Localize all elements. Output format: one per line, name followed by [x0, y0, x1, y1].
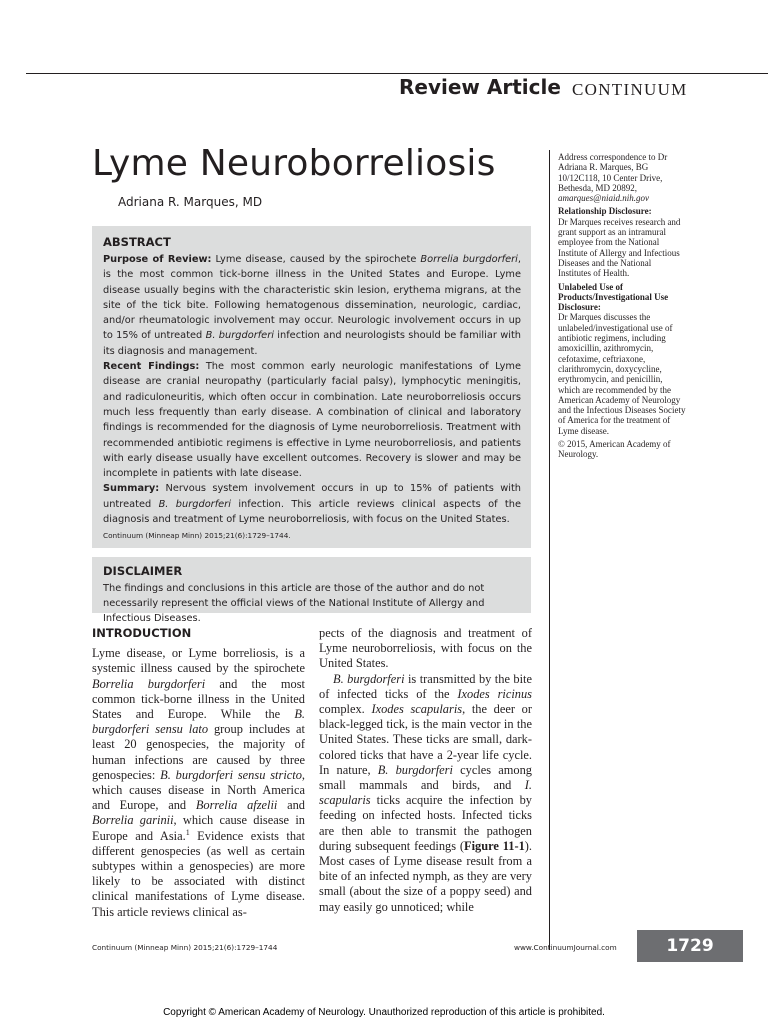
abstract-summary — [103, 481, 521, 527]
findings-text: The most common early neurologic manifestations of Lyme disease are cranial neuropathy (particularly facial palsy), lymphocytic meningitis, and radiculoneuritis, which often occur in combination. Late neuroborreliosis occurs much less frequently than early disease. A combination of clinical and laboratory findings is recommended for the diagnosis of Lyme neuroborreliosis. Treatment with recommended antibiotic regimens is effective in Lyme neuroborreliosis, and patients with early disease usually have excellent outcomes. Recovery is slower and may be incomplete in patients with late disease. — [103, 361, 522, 480]
page-number: 1729 — [637, 930, 743, 962]
article-type-label: Review Article — [399, 75, 561, 99]
article-title: Lyme Neuroborreliosis — [92, 143, 496, 184]
relationship-text: Dr Marques receives research and grant support as an intramural employee from the National Institute of Allergy and Infectious Diseases and the National Institutes of Health. — [558, 216, 681, 279]
abstract-citation: Continuum (Minneap Minn) 2015;21(6):1729–1744. — [103, 531, 291, 540]
copyright-notice: Copyright © American Academy of Neurology. Unauthorized reproduction of this article is prohibited. — [163, 1007, 605, 1018]
species-name: Ixodes ricinus — [457, 686, 532, 701]
figure-reference[interactable]: Figure 11-1 — [464, 838, 525, 853]
introduction-heading: INTRODUCTION — [92, 626, 192, 640]
species-name: Ixodes scapularis — [371, 702, 463, 717]
species-name: Borrelia burgdorferi — [92, 676, 206, 691]
summary-label: Summary: — [103, 483, 160, 495]
abstract-heading: ABSTRACT — [103, 235, 171, 249]
relationship-disclosure — [558, 206, 686, 278]
footer-website[interactable]: www.ContinuumJournal.com — [514, 943, 617, 952]
sidebar-copyright: © 2015, American Academy of Neurology. — [558, 439, 671, 460]
disclaimer-heading: DISCLAIMER — [103, 564, 183, 578]
footer-citation: Continuum (Minneap Minn) 2015;21(6):1729–1744 — [92, 943, 278, 952]
body-text: cycles among small mammals and birds, and — [319, 762, 532, 793]
relationship-heading: Relationship Disclosure: — [558, 206, 652, 217]
findings-label: Recent Findings: — [103, 361, 200, 373]
body-text: , which cause disease in Europe and Asia. — [92, 813, 305, 843]
unlabeled-use-disclosure — [558, 282, 686, 436]
body-text: , the deer or black-legged tick, is the main vector in the United States. These ticks are small, dark-colored ticks that have a 2-year life cycle. In nature, — [319, 702, 532, 777]
body-text: Evidence exists that different genospecies (as well as certain subtypes within a genospecies) are more likely to be associated with distinct clinical manifestations of Lyme disease. This article reviews clinical as- — [92, 828, 305, 919]
correspondence-address: Address correspondence to Dr Adriana R. Marques, BG 10/12C118, 10 Center Drive, Bethesda, MD 20892, — [558, 152, 668, 193]
body-text: and — [277, 798, 305, 813]
species-name: I. scapularis — [319, 778, 532, 808]
reference-marker[interactable]: 1 — [185, 827, 190, 837]
species-name: Borrelia burgdorferi — [420, 254, 518, 265]
body-text: ticks acquire the infection by feeding on infected hosts. Infected ticks are then able to transmit the pathogen during subsequent feedings ( — [319, 793, 532, 853]
summary-text: infection. This article reviews clinical aspects of the diagnosis and treatment of Lyme neuroborreliosis, with focus on the United States. — [103, 498, 521, 526]
body-text: is transmitted by the bite of infected ticks of the — [319, 671, 532, 701]
species-name: Borrelia afzelii — [195, 798, 278, 813]
abstract-body — [103, 252, 521, 527]
body-column-left — [92, 626, 305, 920]
unlabeled-text: Dr Marques discusses the unlabeled/investigational use of antibiotic regimens, including amoxicillin, azithromycin, cefotaxime, ceftriaxone, clarithromycin, doxycycline, erythromycin, and penicillin, which are recommended by the American Academy of Neurology and the Infectious Diseases Society of America for the treatment of Lyme disease. — [558, 312, 686, 436]
body-text: Lyme disease, or Lyme borreliosis, is a systemic illness caused by the spirochete — [92, 646, 305, 676]
body-text: and the most common tick-borne illness in the United States and Europe. While the — [92, 676, 305, 722]
body-text: group includes at least 20 genospecies, the majority of human infections are caused by three genospecies: — [92, 722, 305, 782]
abstract-box — [92, 226, 531, 548]
species-name: B. burgdorferi — [205, 330, 274, 342]
introduction-paragraph-continued: pects of the diagnosis and treatment of Lyme neuroborreliosis, with focus on the United States. — [319, 626, 532, 671]
correspondence-note — [558, 152, 686, 203]
introduction-paragraph — [92, 646, 305, 920]
species-name: B. burgdorferi — [158, 498, 231, 510]
disclaimer-text: The findings and conclusions in this article are those of the author and do not necessarily represent the official views of the National Institute of Allergy and Infectious Diseases. — [103, 583, 485, 624]
article-author: Adriana R. Marques, MD — [118, 195, 263, 209]
disclaimer-box — [92, 557, 531, 624]
species-name: Borrelia garinii — [92, 813, 174, 828]
correspondence-email[interactable]: amarques@niaid.nih.gov — [558, 193, 649, 204]
sidebar-divider — [549, 150, 550, 950]
body-column-right — [319, 626, 532, 915]
purpose-label: Purpose of Review: — [103, 254, 212, 265]
header-rule — [26, 73, 768, 74]
transmission-paragraph — [319, 672, 532, 915]
journal-name: CONTINUUM — [572, 80, 688, 99]
summary-text: Nervous system involvement occurs in up to 15% of patients with untreated — [103, 483, 521, 510]
purpose-text: , is the most common tick-borne illness in the United States and Europe. Lyme disease usually begins with the characteristic skin lesion, erythema migrans, at the site of the tick bite. Following hematogenous dissemination, neurologic, cardiac, and/or rheumatologic involvement may occur. Neurologic involvement occurs in up to 15% of untreated — [103, 254, 521, 342]
species-name: B. burgdorferi sensu lato — [92, 707, 305, 737]
sidebar-notes — [558, 152, 686, 463]
species-name: B. burgdorferi sensu stricto — [160, 767, 302, 782]
abstract-purpose — [103, 252, 521, 359]
body-text: complex. — [319, 702, 372, 717]
species-name: B. burgdorferi — [377, 762, 453, 777]
body-text: ). Most cases of Lyme disease result from a bite of an infected nymph, as they are very small (about the size of a poppy seed) and may easily go unnoticed; while — [319, 838, 533, 914]
purpose-text: infection and neurologists should be familiar with its diagnosis and management. — [103, 330, 521, 357]
body-text: , which causes disease in North America and Europe, and — [92, 767, 306, 813]
unlabeled-heading: Unlabeled Use of Products/Investigational Use Disclosure: — [558, 281, 669, 313]
purpose-text: Lyme disease, caused by the spirochete — [211, 254, 421, 265]
species-name: B. burgdorferi — [333, 671, 405, 686]
abstract-findings — [103, 359, 521, 481]
